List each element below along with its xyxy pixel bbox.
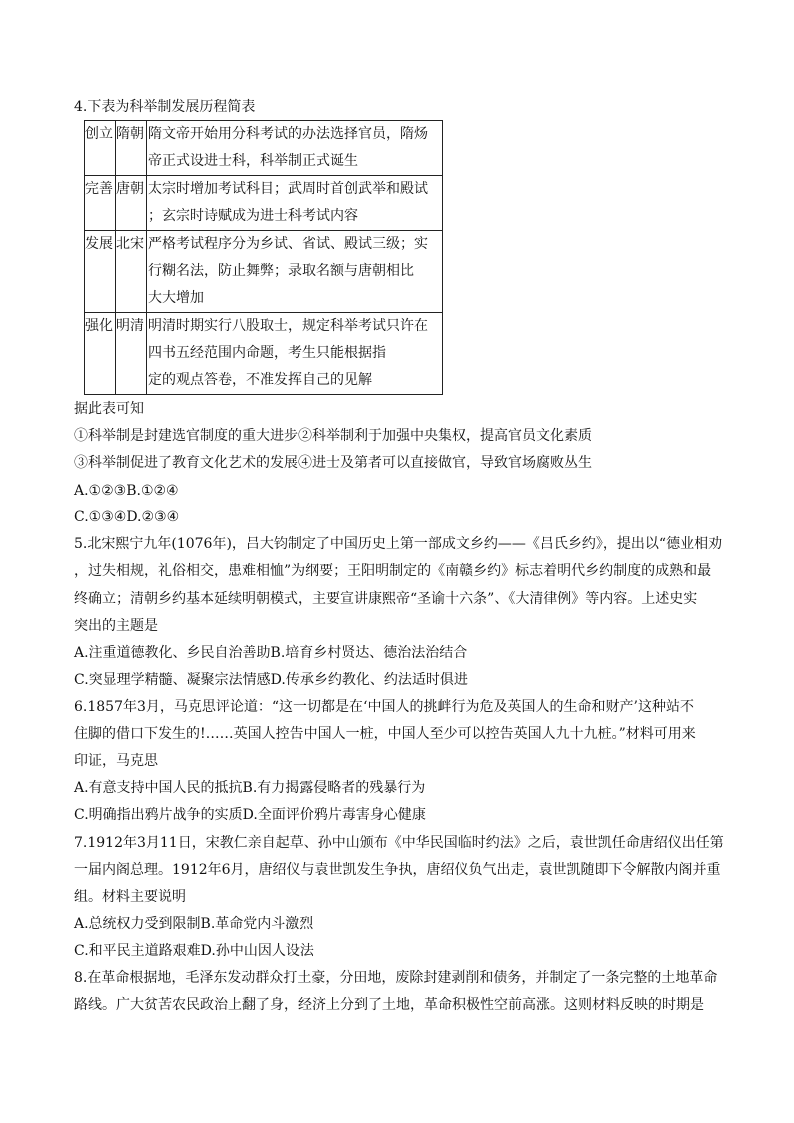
- q5-stem-line: 终确立；清朝乡约基本延续明朝模式，主要宣讲康熙帝“圣谕十六条”、《大清律例》等内容。上述史实: [74, 591, 698, 607]
- stage-cell: 完善: [85, 176, 116, 231]
- dynasty-cell: 北宋: [116, 231, 147, 313]
- q6-options-ab: A.有意支持中国人民的抵抗B.有力揭露侵略者的残暴行为: [74, 780, 426, 796]
- content-line: 隋文帝开始用分科考试的办法选择官员，隋炀: [148, 126, 428, 142]
- q5-options-ab: A.注重道德教化、乡民自治善助B.培育乡村贤达、德治法治结合: [74, 645, 468, 661]
- content-cell: [147, 176, 443, 231]
- q6-stem-line: 住脚的借口下发生的!……英国人控告中国人一桩，中国人至少可以控告英国人九十九桩。”材料可用来: [74, 726, 696, 742]
- table-row: [85, 313, 443, 395]
- q6-options-cd: C.明确指出鸦片战争的实质D.全面评价鸦片毒害身心健康: [74, 807, 426, 823]
- content-line: 行糊名法，防止舞弊；录取名额与唐朝相比: [148, 263, 414, 279]
- content-cell: [147, 313, 443, 395]
- q8-stem-line: 路线。广大贫苦农民政治上翻了身，经济上分到了土地，革命积极性空前高涨。这则材料反映的时期是: [74, 997, 704, 1013]
- stage-cell: 发展: [85, 231, 116, 313]
- q7-options-ab: A.总统权力受到限制B.革命党内斗激烈: [74, 916, 314, 932]
- content-cell: [147, 121, 443, 176]
- q7-stem-line: 一届内阁总理。1912年6月，唐绍仪与袁世凯发生争执，唐绍仪负气出走，袁世凯随即下令解散内阁并重: [74, 862, 721, 878]
- q4-statements-2: ③科举制促进了教育文化艺术的发展④进士及第者可以直接做官，导致官场腐败丛生: [74, 455, 592, 471]
- q7-stem-line: 7.1912年3月11日，宋教仁亲自起草、孙中山颁布《中华民国临时约法》之后，袁世凯任命唐绍仪出任第: [74, 835, 724, 851]
- content-line: ；玄宗时诗赋成为进士科考试内容: [148, 208, 358, 224]
- content-line: 太宗时增加考试科目；武周时首创武举和殿试: [148, 181, 428, 197]
- dynasty-cell: 明清: [116, 313, 147, 395]
- content-line: 帝正式设进士科，科举制正式诞生: [148, 153, 358, 169]
- table-row: [85, 121, 443, 176]
- q5-options-cd: C.突显理学精髓、凝聚宗法情感D.传承乡约教化、约法适时俱进: [74, 672, 468, 688]
- q5-stem-line: 5.北宋熙宁九年(1076年)，吕大钧制定了中国历史上第一部成文乡约——《吕氏乡约》，提出以“德业相劝: [74, 536, 723, 552]
- q5-stem-line: ，过失相规，礼俗相交，患难相恤”为纲要；王阳明制定的《南赣乡约》标志着明代乡约制度的成熟和最: [74, 563, 712, 579]
- stage-cell: 强化: [85, 313, 116, 395]
- content-cell: [147, 231, 443, 313]
- q8-stem-line: 8.在革命根据地，毛泽东发动群众打土豪，分田地，废除封建剥削和债务，并制定了一条完整的土地革命: [74, 970, 718, 986]
- keju-table: [84, 120, 443, 395]
- q7-options-cd: C.和平民主道路艰难D.孙中山因人设法: [74, 943, 314, 959]
- q5-stem-line: 突出的主题是: [74, 618, 158, 634]
- q6-stem-line: 印证，马克思: [74, 753, 158, 769]
- dynasty-cell: 隋朝: [116, 121, 147, 176]
- dynasty-cell: 唐朝: [116, 176, 147, 231]
- table-row: [85, 231, 443, 313]
- content-line: 定的观点答卷，不准发挥自己的见解: [148, 372, 372, 388]
- q4-statements-1: ①科举制是封建选官制度的重大进步②科举制利于加强中央集权，提高官员文化素质: [74, 428, 592, 444]
- q4-after-text: 据此表可知: [74, 401, 144, 417]
- stage-cell: 创立: [85, 121, 116, 176]
- table-row: [85, 176, 443, 231]
- content-line: 明清时期实行八股取士，规定科举考试只许在: [148, 318, 428, 334]
- q4-stem: 4.下表为科举制发展历程简表: [74, 99, 256, 115]
- q7-stem-line: 组。材料主要说明: [74, 889, 186, 905]
- content-line: 严格考试程序分为乡试、省试、殿试三级；实: [148, 236, 428, 252]
- q4-options-ab: A.①②③B.①②④: [74, 483, 179, 499]
- q6-stem-line: 6.1857年3月，马克思评论道：“这一切都是在‘中国人的挑衅行为危及英国人的生命和财产’这种站不: [74, 699, 694, 715]
- content-line: 大大增加: [148, 290, 204, 306]
- q4-options-cd: C.①③④D.②③④: [74, 509, 180, 525]
- content-line: 四书五经范围内命题，考生只能根据指: [148, 345, 386, 361]
